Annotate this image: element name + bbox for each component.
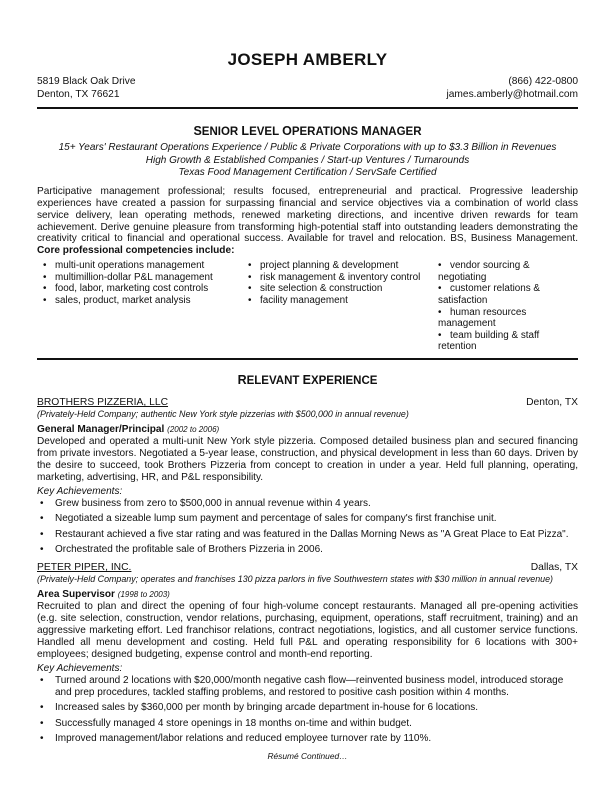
achievements-list [37,675,578,745]
phone: (866) 422-0800 [508,76,578,87]
competency-item: • sales, product, market analysis [43,295,242,307]
achievements-label: Key Achievements: [37,486,123,498]
achievement-item: • Successfully managed 4 store openings in 18 months on-time and within budget. [37,718,578,730]
job-dates: (1998 to 2003) [117,590,170,600]
address [37,76,136,101]
tagline-2: High Growth & Established Companies / Start-up Ventures / Turnarounds [145,154,470,166]
contact-block [37,76,578,101]
company-name: BROTHERS PIZZERIA, LLC [37,396,169,408]
competencies-grid [37,260,578,353]
address-line-1: 5819 Black Oak Drive [37,76,136,87]
achievement-item: • Increased sales by $360,000 per month by bringing arcade department in-house for 6 locations. [37,702,578,714]
competency-item: • facility management [248,295,432,307]
competencies-column-2 [242,260,432,353]
achievement-item: • Grew business from zero to $500,000 in annual revenue within 4 years. [37,498,578,510]
tagline-1: 15+ Years' Restaurant Operations Experience / Public & Private Corporations with up to $3.3 Billion in Revenues [58,142,557,153]
company-name: PETER PIPER, INC. [37,561,132,573]
summary-title: SENIOR LEVEL OPERATIONS MANAGER [193,124,422,138]
competency-item: • site selection & construction [248,283,432,295]
job-description: Recruited to plan and direct the opening of four high-volume concept restaurants. Managed all pre-opening activities (e.g. site selection, construction, vendor relations, purchasing, equipment, operations, staff recruitment, training) and an aggressive marketing effort. Led franchisor relations, contract negotiations, logistics, and all customer service functions. Handled all menu development and costing. Held full P&L and operating responsibility for 6 locations with 300+ employees; designed budgeting, expense control and month-end reporting. [37,601,578,661]
job-title: General Manager/Principal (2002 to 2006) [37,424,220,436]
employer-line [37,397,578,410]
achievement-item: • Orchestrated the profitable sale of Brothers Pizzeria in 2006. [37,544,578,556]
achievement-item: • Negotiated a sizeable lump sum payment and percentage of sales for company's first franchise unit. [37,513,578,525]
achievements-label: Key Achievements: [37,662,123,674]
competency-item: • multi-unit operations management [43,260,242,272]
contact-details [447,76,579,101]
job-title: Area Supervisor (1998 to 2003) [37,589,170,601]
achievement-item: • Restaurant achieved a five star rating and was featured in the Dallas Morning News as "A Great Place to Eat Pizza". [37,529,578,541]
experience-title: RELEVANT EXPERIENCE [237,372,378,387]
competencies-column-3 [432,260,578,353]
summary-paragraph: Participative management professional; results focused, entrepreneurial and practical. Progressive leadership experiences have created a passion for surpassing financial and service objectives via a combination of world class service delivery, lean operating methods, renewed marketing directions, and incentive driven rewards for team achievement. Derive genuine pleasure from transforming high-potential staff into outstanding leaders demonstrating the creativity critical to financial and operational success. Available for travel and relocation. BS, Business Management. Core professional competencies include: [37,185,578,257]
job-brothers-pizzeria [37,397,578,556]
address-line-2: Denton, TX 76621 [37,88,120,100]
email: james.amberly@hotmail.com [446,88,578,100]
competency-item: • team building & staff retention [438,330,578,353]
employer-line [37,562,578,575]
competency-item: • customer relations & satisfaction [438,283,578,306]
achievements-list [37,498,578,556]
competency-item: • vendor sourcing & negotiating [438,260,578,283]
candidate-name: JOSEPH AMBERLY [227,50,388,69]
tagline-3: Texas Food Management Certification / ServSafe Certified [178,167,437,179]
competency-item: • food, labor, marketing cost controls [43,283,242,295]
achievement-item: • Improved management/labor relations and reduced employee turnover rate by 110%. [37,733,578,745]
job-dates: (2002 to 2006) [167,425,220,435]
competency-item: • risk management & inventory control [248,272,432,284]
company-location: Dallas, TX [530,561,578,573]
company-location: Denton, TX [526,396,578,408]
competency-item: • project planning & development [248,260,432,272]
job-description: Developed and operated a multi-unit New York style pizzeria. Composed detailed business plan and secured financing from private investors. Negotiated a 5-year lease, construction, and physical development in less than 60 days. Driven by the desire to succeed, took Brothers Pizzeria from concept to creation in under a year. Held full planning, operating, marketing, advertising, HR, and P&L responsibility. [37,436,578,484]
resume-continued: Résumé Continued… [267,750,348,761]
competency-item: • multimillion-dollar P&L management [43,272,242,284]
job-peter-piper [37,562,578,745]
achievement-item: • Turned around 2 locations with $20,000/month negative cash flow—reinvented business model, introduced storage and prep procedures, tackled staffing problems, and restored to positive cash position within 4 months. [37,675,578,699]
competency-item: • human resources management [438,307,578,330]
company-note: (Privately-Held Company; authentic New York style pizzerias with $500,000 in annual revenue) [37,409,409,420]
company-note: (Privately-Held Company; operates and franchises 130 pizza parlors in five Southwestern states with $30 million in annual revenue) [37,574,554,585]
competencies-column-1 [37,260,242,353]
